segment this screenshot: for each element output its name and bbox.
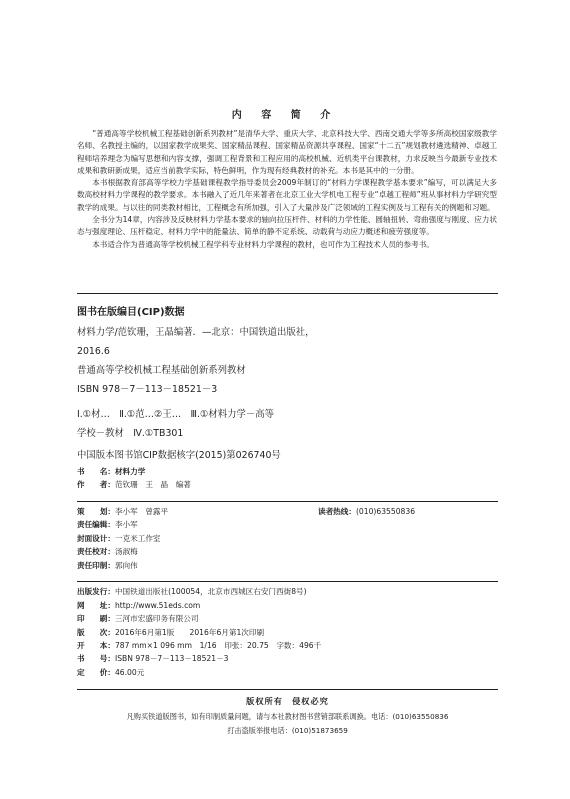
proof-value: 汤淑梅: [114, 547, 138, 556]
publish-row: [77, 600, 200, 611]
cip-line-7: 中国版本图书馆CIP数据核字(2015)第026740号: [77, 450, 281, 461]
cip-line-2: 2016.6: [77, 346, 110, 357]
isbn-label: 书 号：: [77, 654, 115, 663]
cip-line-1: 材料力学/范钦珊，王晶编著．—北京：中国铁道出版社，: [77, 327, 315, 338]
cip-line-6: 学校－教材 Ⅳ.①TB301: [77, 428, 184, 439]
publish-row: [77, 667, 144, 678]
edition-label: 版 次：: [77, 628, 115, 637]
credit-plan: [77, 506, 168, 517]
print-value: 郭向伟: [114, 561, 138, 570]
format-value: 787 mm×1 096 mm 1/16 印张：20.75 字数：496千: [114, 641, 322, 650]
isbn-value: ISBN 978－7－113－18521－3: [114, 654, 229, 663]
cover-value: 一克米工作室: [114, 534, 161, 543]
hotline-value: (010)63550836: [355, 507, 416, 516]
edition-value: 2016年6月第1版 2016年6月第1次印刷: [114, 628, 265, 637]
hotline-label: 读者热线：: [318, 507, 356, 516]
cover-label: 封面设计：: [77, 534, 115, 543]
publish-value: 中国铁道出版社(100054，北京市西城区右安门西街8号): [114, 587, 307, 596]
author-label: 作 者：: [77, 480, 115, 489]
print-label: 责任印制：: [77, 561, 115, 570]
cip-line-3: 普通高等学校机械工程基础创新系列教材: [77, 365, 246, 376]
credit-cover: [77, 533, 161, 544]
credit-author: [77, 479, 191, 490]
price-value: 46.00元: [114, 668, 145, 677]
credit-proof: [77, 546, 138, 557]
piracy-hotline: 打击盗版举报电话：(010)51873659: [227, 726, 348, 735]
intro-paragraph-1: “普通高等学校机械工程基础创新系列教材”是清华大学、重庆大学、北京科技大学、西南交通大学等多所高校国家级教学名师、名教授主编的，以国家教学成果奖、国家精品课程、国家精品资源共享课程、国家“十二五”规划教材遴选精神、卓越工程师培养理念为编写思想和内容支撑，强调工程背景和工程应用的高校机械、近机类平台课教材，力求反映当今最新专业技术成果和教研新成果，适应当前教学实际，特色鲜明，作为现有经典教材的补充。本书是其中的一分册。: [77, 129, 497, 175]
intro-paragraph-4: 本书适合作为普通高等学校机械工程学科专业材料力学课程的教材，也可作为工程技术人员的参考书。: [92, 239, 434, 249]
credit-editor: [77, 519, 138, 530]
proof-label: 责任校对：: [77, 547, 115, 556]
plan-value: 李小军 曾露平: [114, 507, 169, 516]
copyright-notice: 版权所有 侵权必究: [246, 696, 329, 706]
intro-title: 内 容 简 介: [231, 110, 339, 121]
editor-label: 责任编辑：: [77, 520, 115, 529]
credit-hotline: [318, 506, 415, 517]
intro-text: [77, 128, 497, 251]
divider-publish: [77, 581, 498, 582]
cip-line-4: ISBN 978－7－113－18521－3: [77, 384, 218, 395]
publish-row: [77, 653, 229, 664]
publish-row: [77, 640, 321, 651]
publish-row: [77, 627, 264, 638]
cip-line-5: Ⅰ.①材… Ⅱ.①范…②王… Ⅲ.①材料力学－高等: [77, 409, 275, 420]
copyright-footer: [77, 689, 498, 746]
cip-title: 图书在版编目(CIP)数据: [77, 307, 185, 318]
printer-label: 印 刷：: [77, 614, 115, 623]
printer-value: 三河市宏盛印务有限公司: [114, 614, 199, 623]
editor-value: 李小军: [114, 520, 138, 529]
divider-top: [77, 293, 498, 294]
cip-data: [77, 323, 507, 465]
service-notice: 凡购买铁道版图书，如有印制质量问题，请与本社教材图书营销部联系调换。电话：(010)63550836: [126, 712, 449, 721]
divider-credits: [77, 501, 498, 502]
publish-row: [77, 586, 307, 597]
book-value: 材料力学: [114, 467, 146, 476]
book-label: 书 名：: [77, 467, 115, 476]
credit-print: [77, 560, 138, 571]
format-label: 开 本：: [77, 641, 115, 650]
website-value: http://www.51eds.com: [114, 601, 201, 610]
credit-book: [77, 466, 145, 477]
publish-row: [77, 613, 199, 624]
website-label: 网 址：: [77, 601, 115, 610]
intro-paragraph-3: 全书分为14章，内容涉及反映材料力学基本要求的轴向拉压杆件、材料的力学性能、圆轴扭转、弯曲强度与刚度、应力状态与强度理论、压杆稳定、材料力学中的能量法、简单的静不定系统、动载荷与动应力概述和疲劳强度等。: [77, 215, 497, 237]
intro-paragraph-2: 本书根据教育部高等学校力学基础课程教学指导委员会2009年制订的“材料力学课程教学基本要求”编写，可以满足大多数高校材料力学课程的教学要求。本书融入了近几年来著者在北京工业大学机电工程专业“卓越工程师”班从事材料力学研究型教学的成果。与以往的同类教材相比，工程概念有所加强，引入了大量涉及广泛领域的工程实例及与工程有关的例题和习题。: [77, 178, 497, 212]
author-value: 范钦珊 王 晶 编著: [114, 480, 191, 489]
price-label: 定 价：: [77, 668, 115, 677]
plan-label: 策 划：: [77, 507, 115, 516]
publish-label: 出版发行：: [77, 587, 115, 596]
